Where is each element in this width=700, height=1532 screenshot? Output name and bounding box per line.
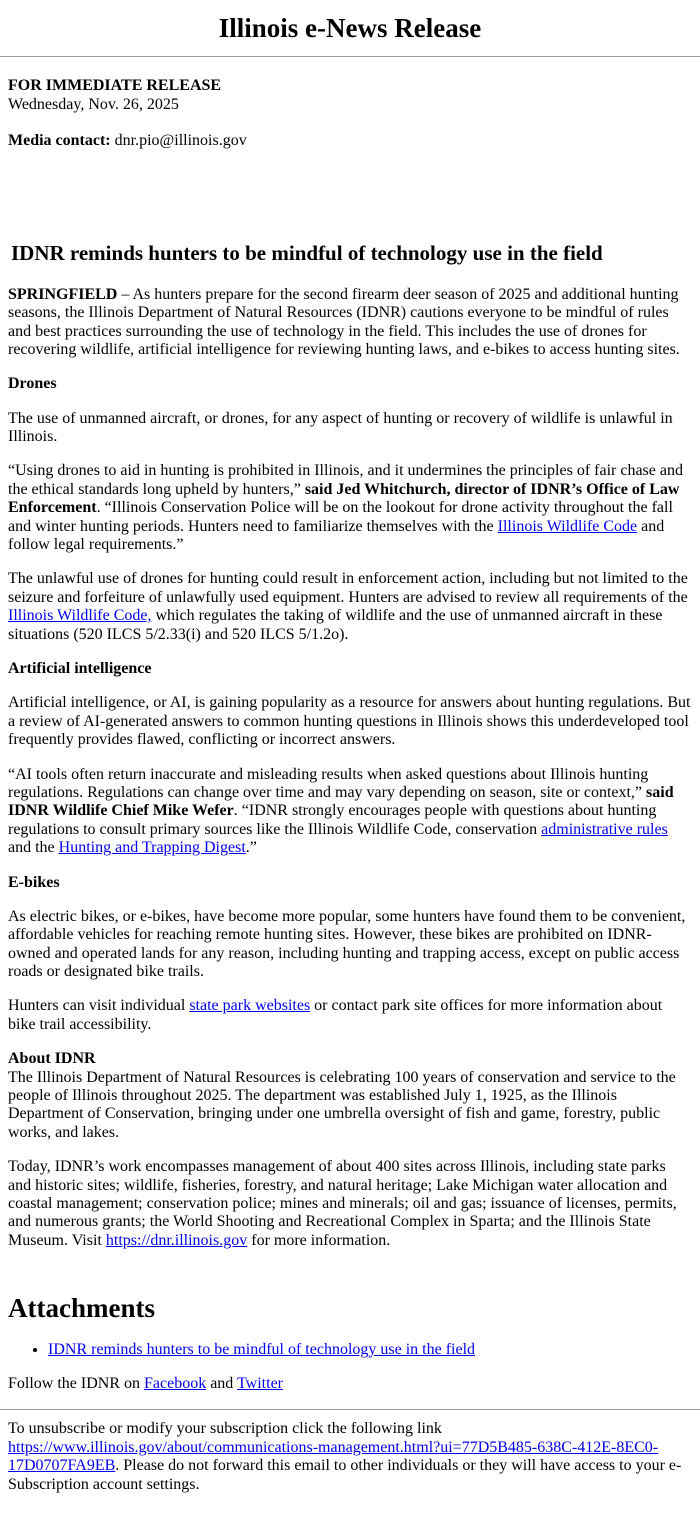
subscription-management-link[interactable]: https://www.illinois.gov/about/communications-management.html?ui=77D5B485-638C-412E-8EC0-17D0707FA9EB bbox=[8, 1438, 659, 1475]
dnr-illinois-gov-link[interactable]: https://dnr.illinois.gov bbox=[105, 1231, 248, 1249]
quote-text: and the bbox=[8, 839, 59, 857]
attachment-item bbox=[48, 1341, 692, 1359]
hunting-trapping-digest-link[interactable]: Hunting and Trapping Digest bbox=[58, 839, 246, 857]
media-contact-label: Media contact: bbox=[8, 132, 111, 150]
illinois-wildlife-code-link[interactable]: Illinois Wildlife Code bbox=[497, 517, 638, 535]
paragraph-text: Today, IDNR’s work encompasses management of about 400 sites across Illinois, including state parks and historic sites; wildlife, fisheries, forestry, and natural heritage; Lake Michigan water allocation and coastal management; conservation police; mines and minerals; oil and gas; issuance of licenses, permits, and numerous grants; the World Shooting and Recreational Complex in Sparta; and the Illinois State Museum. Visit bbox=[8, 1158, 677, 1249]
intro-text: – As hunters prepare for the second firearm deer season of 2025 and additional hunting seasons, the Illinois Department of Natural Resources (IDNR) cautions everyone to be mindful of rules and best practices surrounding the use of technology in the field. This includes the use of drones for recovering wildlife, artificial intelligence for reviewing hunting laws, and e-bikes to access hunting sites. bbox=[8, 285, 680, 358]
section-heading-drones: Drones bbox=[8, 375, 57, 393]
paragraph-text: To unsubscribe or modify your subscription click the following link bbox=[8, 1420, 442, 1438]
drones-paragraph-1: The use of unmanned aircraft, or drones, for any aspect of hunting or recovery of wildlife is unlawful in Illinois. bbox=[8, 409, 673, 446]
follow-paragraph bbox=[8, 1375, 692, 1393]
news-release-email bbox=[0, 12, 700, 1508]
paragraph-text: Hunters can visit individual bbox=[8, 997, 190, 1015]
masthead-title: Illinois e-News Release bbox=[218, 13, 482, 43]
illinois-wildlife-code-link[interactable]: Illinois Wildlife Code, bbox=[8, 607, 152, 625]
spacer bbox=[8, 151, 692, 241]
ebikes-paragraph-1: As electric bikes, or e-bikes, have become more popular, some hunters have found them to be convenient, affordable vehicles for reaching remote hunting sites. However, these bikes are prohibited on IDNR-owned and operated lands for any reason, including hunting and trapping access, except on public access roads or designated bike trails. bbox=[8, 907, 686, 981]
article-headline: IDNR reminds hunters to be mindful of technology use in the field bbox=[11, 240, 603, 265]
quote-text: .” bbox=[245, 839, 257, 857]
drones-quote-paragraph bbox=[8, 462, 692, 554]
drones-enforcement-paragraph bbox=[8, 570, 692, 644]
section-heading-ai: Artificial intelligence bbox=[8, 660, 152, 677]
footer-divider bbox=[0, 1409, 700, 1410]
paragraph-text: or contact park site offices for more information about bike trail accessibility. bbox=[8, 997, 663, 1033]
paragraph-text: and bbox=[206, 1374, 238, 1392]
ai-paragraph-1: Artificial intelligence, or AI, is gaining popularity as a resource for answers about hunting regulations. But a review of AI-generated answers to common hunting questions in Illinois shows this underdeveloped tool frequently provides flawed, conflicting or incorrect answers. bbox=[8, 694, 691, 749]
quote-text: . “IDNR strongly encourages people with questions about hunting regulations to consult primary sources like the Illinois Wildlife Code, conservation bbox=[8, 802, 657, 838]
quote-text: “Using drones to aid in hunting is prohibited in Illinois, and it undermines the principles of fair chase and the ethical standards long upheld by hunters,” bbox=[8, 462, 683, 498]
release-label: FOR IMMEDIATE RELEASE bbox=[8, 77, 222, 95]
quote-text: “AI tools often return inaccurate and misleading results when asked questions about Illinois hunting regulations. Regulations can change over time and may vary depending on season, site or context,” bbox=[8, 765, 649, 801]
quote-text: and follow legal requirements.” bbox=[8, 517, 665, 554]
attachments-heading: Attachments bbox=[8, 1293, 155, 1324]
twitter-link[interactable]: Twitter bbox=[237, 1374, 283, 1392]
about-paragraph-2 bbox=[8, 1158, 692, 1250]
section-heading-ebikes: E-bikes bbox=[8, 873, 60, 891]
quote-attribution: said IDNR Wildlife Chief Mike Wefer bbox=[8, 783, 674, 820]
attachments-list bbox=[8, 1341, 692, 1359]
media-contact bbox=[8, 132, 692, 150]
state-park-websites-link[interactable]: state park websites bbox=[189, 997, 311, 1015]
ai-quote-paragraph bbox=[8, 766, 692, 858]
header-divider bbox=[0, 56, 700, 57]
section-heading-about: About IDNR bbox=[8, 1050, 96, 1068]
administrative-rules-link[interactable]: administrative rules bbox=[541, 820, 668, 838]
release-date: Wednesday, Nov. 26, 2025 bbox=[8, 95, 179, 113]
about-section bbox=[8, 1050, 692, 1142]
media-contact-value: dnr.pio@illinois.gov bbox=[114, 132, 247, 150]
quote-text: . “Illinois Conservation Police will be on the lookout for drone activity throughout the fall and winter hunting periods. Hunters need to familiarize themselves with the bbox=[8, 499, 673, 535]
dateline: SPRINGFIELD bbox=[8, 285, 118, 303]
paragraph-text: Follow the IDNR on bbox=[8, 1374, 144, 1392]
paragraph-text: The unlawful use of drones for hunting could result in enforcement action, including but not limited to the seizure and forfeiture of unlawfully used equipment. Hunters are advised to review all requirements of the bbox=[8, 570, 688, 606]
ebikes-paragraph-2 bbox=[8, 997, 692, 1034]
quote-attribution: said Jed Whitchurch, director of IDNR’s Office of Law Enforcement bbox=[8, 480, 680, 517]
facebook-link[interactable]: Facebook bbox=[144, 1374, 207, 1392]
unsubscribe-paragraph bbox=[8, 1420, 692, 1494]
intro-paragraph bbox=[8, 286, 692, 360]
release-meta bbox=[8, 77, 692, 114]
paragraph-text: which regulates the taking of wildlife and the use of unmanned aircraft in these situations (520 ILCS 5/2.33(i) and 520 ILCS 5/1.2o). bbox=[8, 607, 663, 643]
attachment-link[interactable]: IDNR reminds hunters to be mindful of technology use in the field bbox=[48, 1340, 476, 1358]
paragraph-text: . Please do not forward this email to other individuals or they will have access to your e-Subscription account settings. bbox=[8, 1457, 682, 1493]
about-paragraph-1: The Illinois Department of Natural Resources is celebrating 100 years of conservation and service to the people of Illinois throughout 2025. The department was established July 1, 1925, as the Illinois Department of Conservation, bringing under one umbrella oversight of fish and game, forestry, public works, and lakes. bbox=[8, 1068, 676, 1141]
paragraph-text: for more information. bbox=[247, 1231, 391, 1249]
